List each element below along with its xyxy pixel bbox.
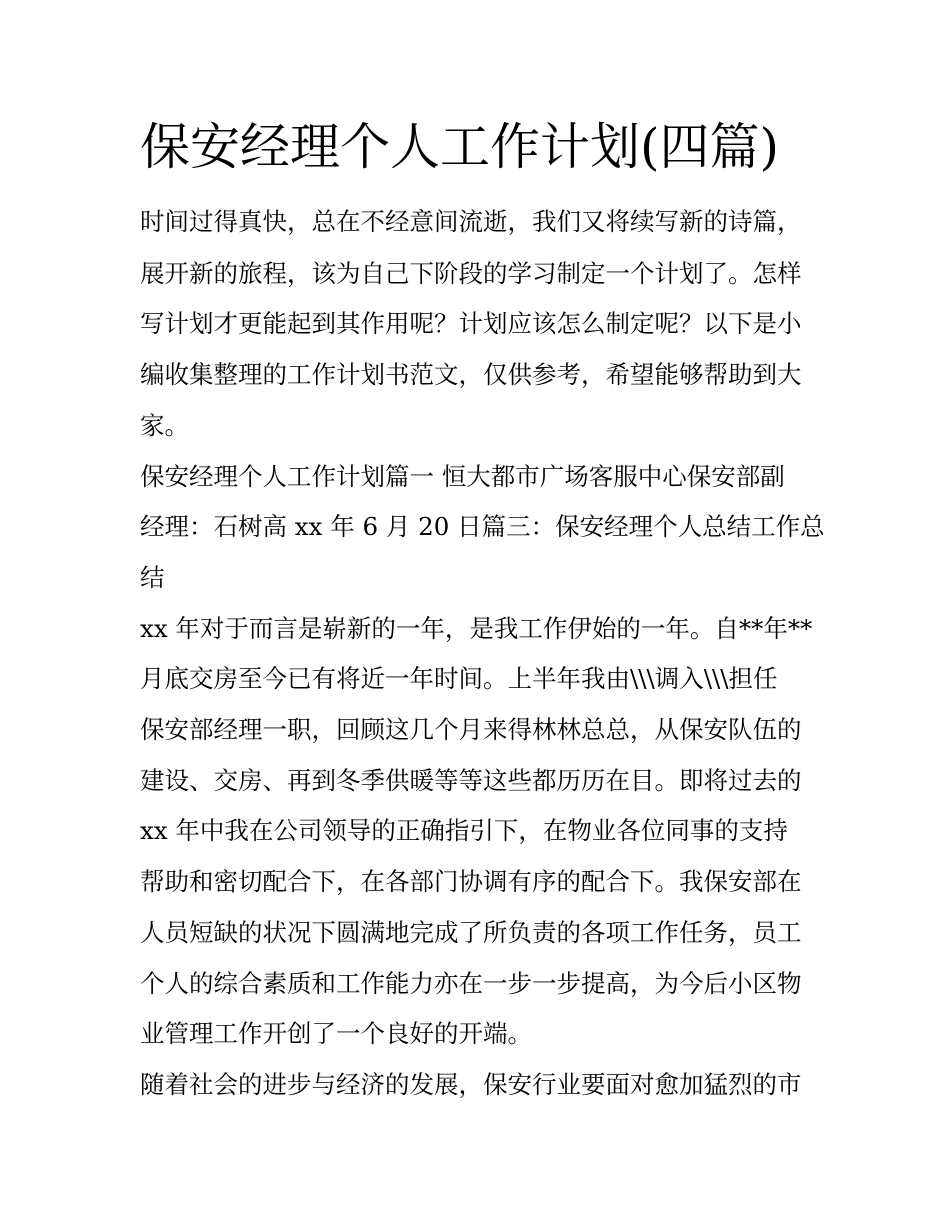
paragraph-line: xx 年中我在公司领导的正确指引下，在物业各位同事的支持	[140, 816, 788, 845]
paragraph-line: 家。	[140, 411, 189, 440]
paragraph-line: 编收集整理的工作计划书范文，仅供参考，希望能够帮助到大	[140, 360, 802, 389]
paragraph-line: 保安经理个人工作计划篇一 恒大都市广场客服中心保安部副	[140, 462, 785, 491]
paragraph-line: 展开新的旅程，该为自己下阶段的学习制定一个计划了。怎样	[140, 259, 802, 288]
paragraph-line: 个人的综合素质和工作能力亦在一步一步提高，为今后小区物	[140, 969, 802, 998]
paragraph-line: 时间过得真快，总在不经意间流逝，我们又将续写新的诗篇，	[140, 207, 802, 236]
document-title: 保安经理个人工作计划(四篇)	[140, 118, 780, 176]
paragraph-line: 保安部经理一职，回顾这几个月来得林林总总，从保安队伍的	[140, 715, 802, 744]
paragraph-line: xx 年对于而言是崭新的一年，是我工作伊始的一年。自**年**	[140, 614, 813, 643]
paragraph-line: 写计划才更能起到其作用呢？计划应该怎么制定呢？以下是小	[140, 309, 802, 338]
paragraph-line: 月底交房至今已有将近一年时间。上半年我由\\\调入\\\担任	[140, 664, 778, 693]
paragraph-line: 帮助和密切配合下，在各部门协调有序的配合下。我保安部在	[140, 867, 802, 896]
paragraph-line: 随着社会的进步与经济的发展，保安行业要面对愈加猛烈的市	[140, 1070, 802, 1099]
paragraph-line: 经理：石树高 xx 年 6 月 20 日篇三：保安经理个人总结工作总	[140, 512, 825, 541]
paragraph-line: 结	[140, 563, 165, 592]
paragraph-line: 人员短缺的状况下圆满地完成了所负责的各项工作任务，员工	[140, 918, 802, 947]
paragraph-line: 业管理工作开创了一个良好的开端。	[140, 1019, 532, 1048]
paragraph-line: 建设、交房、再到冬季供暖等等这些都历历在目。即将过去的	[140, 766, 802, 795]
